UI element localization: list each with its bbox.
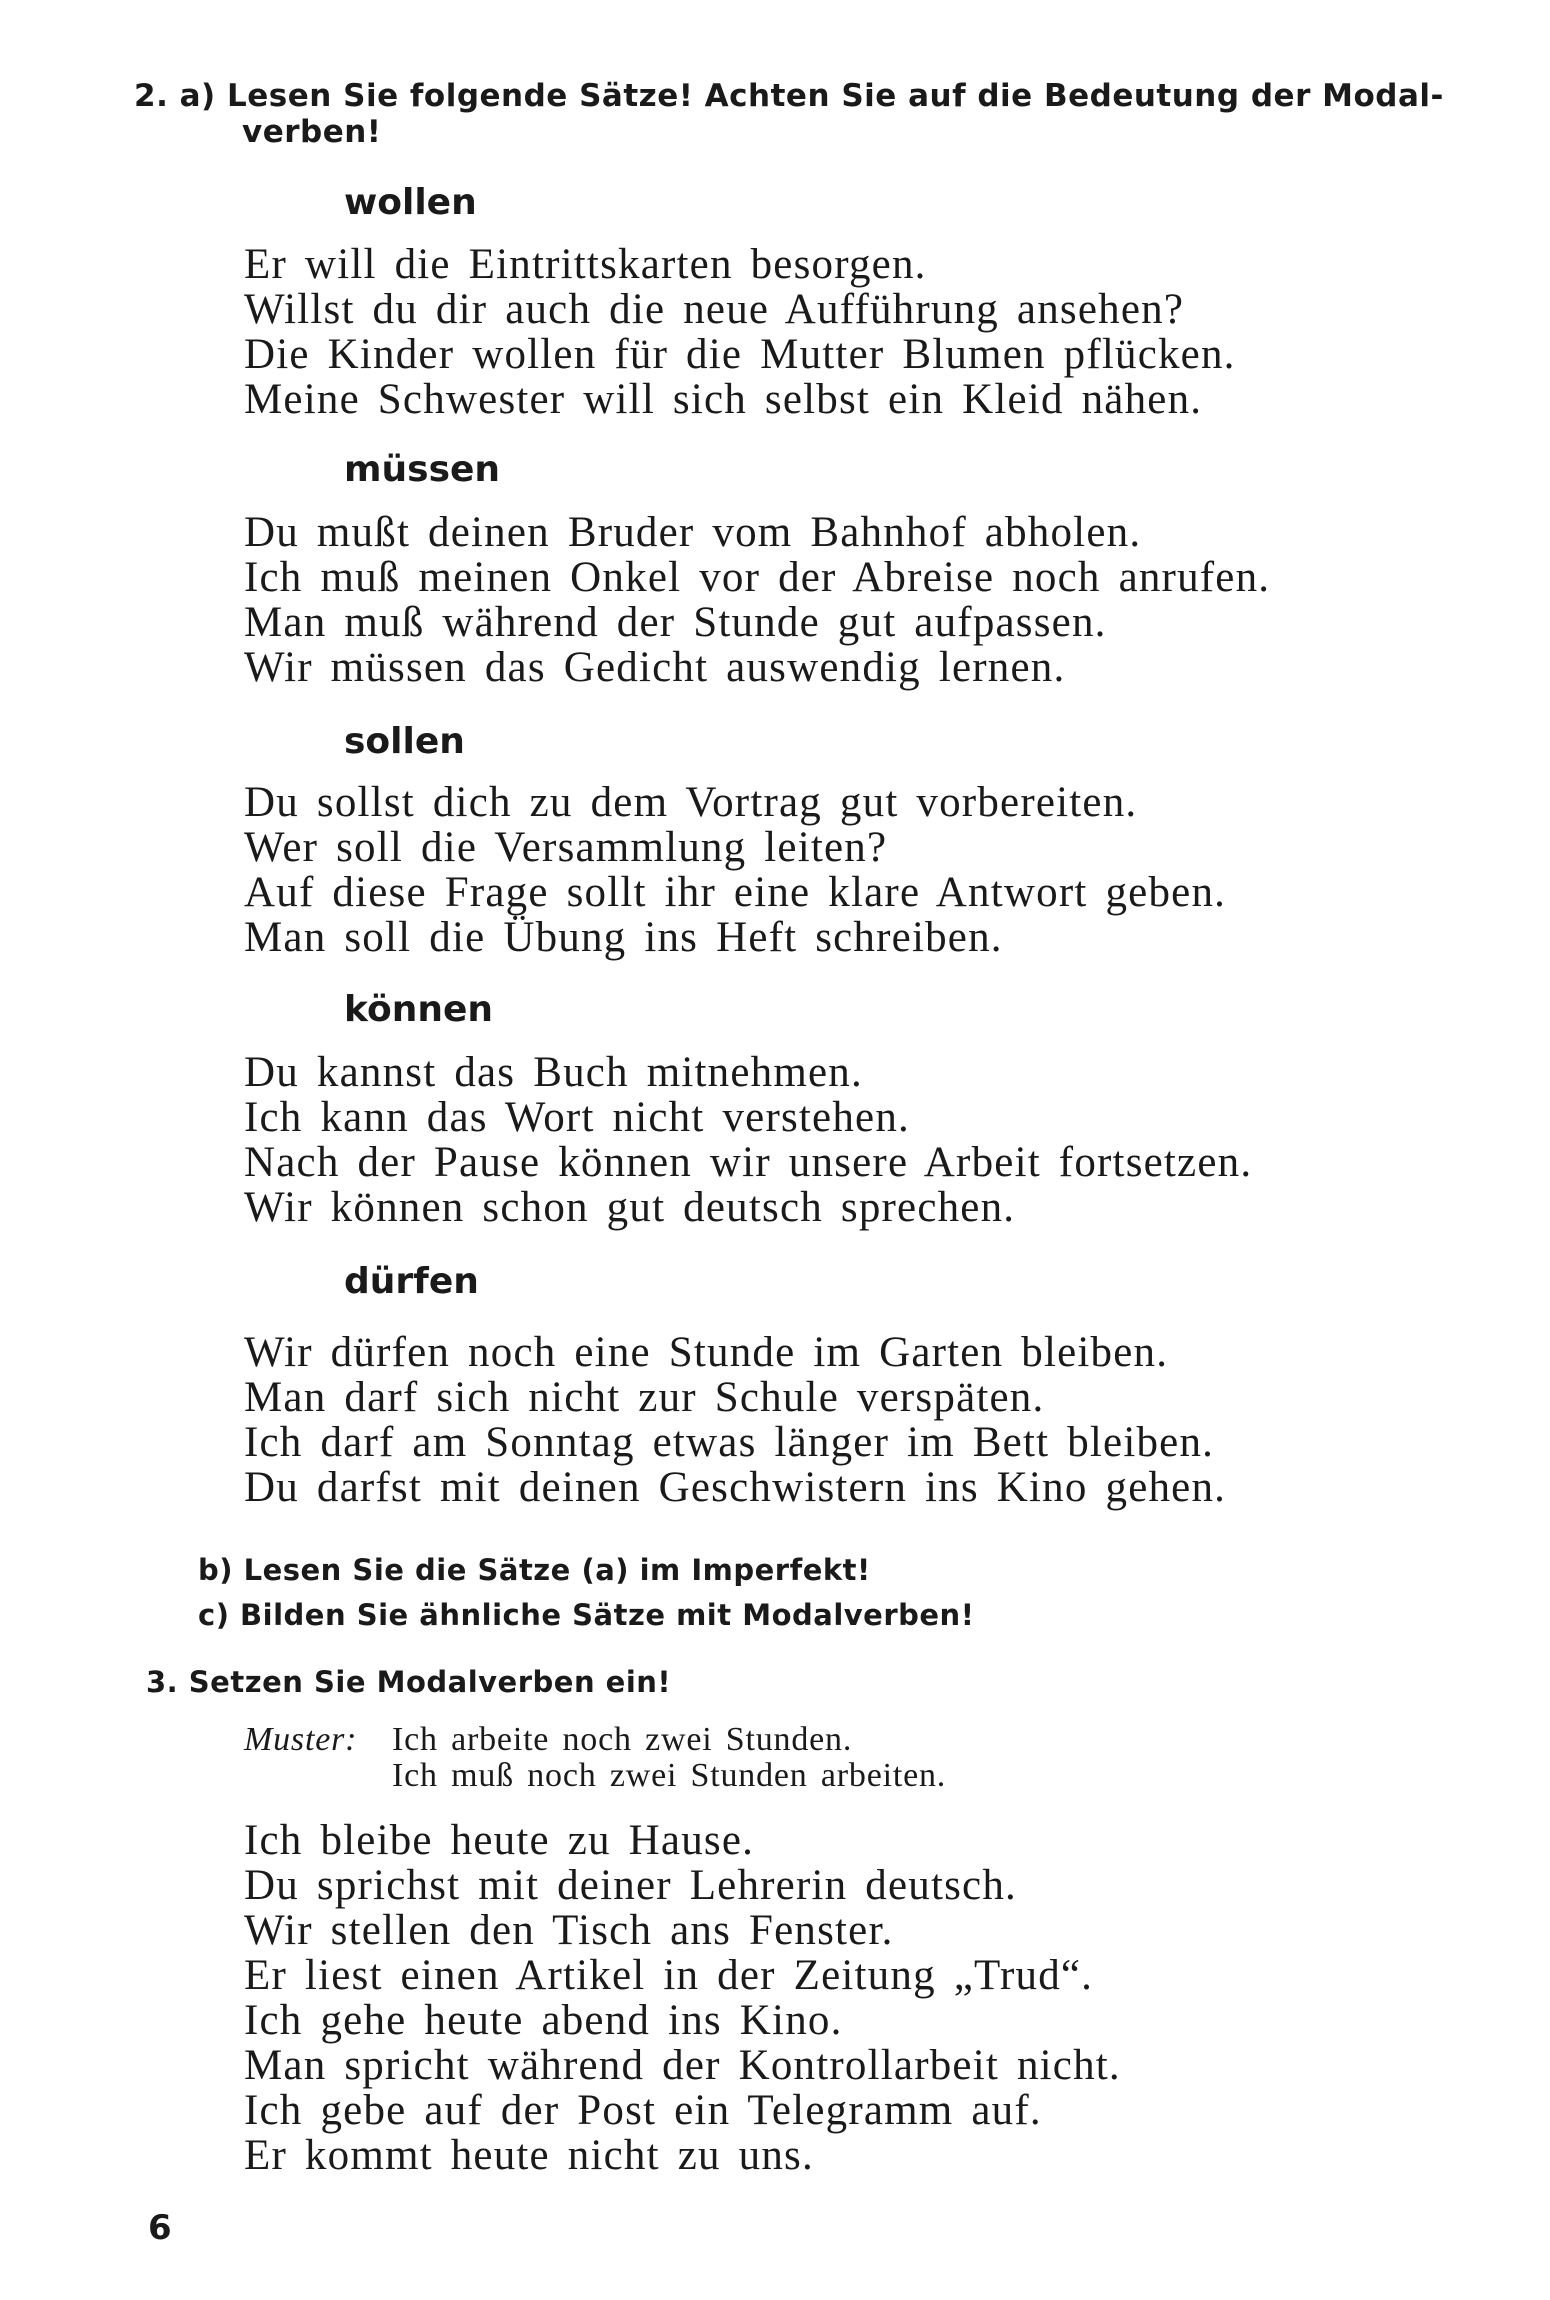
verb-heading-muessen: müssen bbox=[344, 449, 501, 490]
exercise-2b-instruction: b) Lesen Sie die Sätze (a) im Imperfekt! bbox=[198, 1553, 871, 1587]
sentence-list-exercise3 bbox=[244, 1818, 1121, 2178]
sentence-list-wollen bbox=[244, 242, 1236, 422]
muster-label: Muster: bbox=[244, 1721, 358, 1758]
muster-line2: Ich muß noch zwei Stunden arbeiten. bbox=[392, 1757, 947, 1794]
sentence: Man muß während der Stunde gut aufpassen. bbox=[244, 599, 1107, 646]
sentence: Meine Schwester will sich selbst ein Kleid nähen. bbox=[244, 376, 1203, 423]
sentence: Du kannst das Buch mitnehmen. bbox=[244, 1049, 863, 1096]
muster-line1: Ich arbeite noch zwei Stunden. bbox=[392, 1721, 853, 1758]
sentence: Ich darf am Sonntag etwas länger im Bett bleiben. bbox=[244, 1419, 1215, 1466]
sentence: Wir müssen das Gedicht auswendig lernen. bbox=[244, 644, 1066, 691]
sentence: Wir stellen den Tisch ans Fenster. bbox=[244, 1907, 894, 1954]
sentence-list-muessen bbox=[244, 510, 1270, 690]
exercise-3-instruction: 3. Setzen Sie Modalverben ein! bbox=[146, 1665, 672, 1699]
sentence-list-koennen bbox=[244, 1050, 1252, 1230]
sentence-list-duerfen bbox=[244, 1330, 1226, 1510]
sentence: Man darf sich nicht zur Schule verspäten. bbox=[244, 1374, 1045, 1421]
sentence: Nach der Pause können wir unsere Arbeit fortsetzen. bbox=[244, 1139, 1253, 1186]
exercise-2a-instruction-line1: 2. a) Lesen Sie folgende Sätze! Achten Sie auf die Bedeutung der Modal- bbox=[134, 78, 1444, 114]
page-number: 6 bbox=[148, 2208, 172, 2248]
sentence: Er kommt heute nicht zu uns. bbox=[244, 2132, 814, 2179]
sentence: Wir können schon gut deutsch sprechen. bbox=[244, 1184, 1016, 1231]
sentence-list-sollen bbox=[244, 780, 1226, 960]
sentence: Du sprichst mit deiner Lehrerin deutsch. bbox=[244, 1862, 1017, 1909]
sentence: Willst du dir auch die neue Aufführung ansehen? bbox=[244, 286, 1185, 333]
verb-heading-sollen: sollen bbox=[344, 721, 465, 762]
sentence: Auf diese Frage sollt ihr eine klare Antwort geben. bbox=[244, 869, 1227, 916]
exercise-2c-instruction: c) Bilden Sie ähnliche Sätze mit Modalverben! bbox=[198, 1598, 975, 1632]
sentence: Man spricht während der Kontrollarbeit nicht. bbox=[244, 2042, 1121, 2089]
sentence: Ich gehe heute abend ins Kino. bbox=[244, 1997, 843, 2044]
verb-heading-koennen: können bbox=[344, 989, 494, 1030]
sentence: Ich gebe auf der Post ein Telegramm auf. bbox=[244, 2087, 1042, 2134]
exercise-2a-instruction-line2: verben! bbox=[242, 114, 382, 150]
verb-heading-duerfen: dürfen bbox=[344, 1261, 479, 1302]
sentence: Die Kinder wollen für die Mutter Blumen pflücken. bbox=[244, 331, 1236, 378]
sentence: Wir dürfen noch eine Stunde im Garten bleiben. bbox=[244, 1329, 1169, 1376]
sentence: Ich bleibe heute zu Hause. bbox=[244, 1817, 755, 1864]
sentence: Du mußt deinen Bruder vom Bahnhof abholen. bbox=[244, 509, 1142, 556]
sentence: Man soll die Übung ins Heft schreiben. bbox=[244, 914, 1003, 961]
verb-heading-wollen: wollen bbox=[344, 182, 477, 223]
sentence: Du darfst mit deinen Geschwistern ins Kino gehen. bbox=[244, 1464, 1227, 1511]
sentence: Er will die Eintrittskarten besorgen. bbox=[244, 241, 927, 288]
exercise-2a-instruction bbox=[134, 78, 1474, 150]
sentence: Ich muß meinen Onkel vor der Abreise noch anrufen. bbox=[244, 554, 1271, 601]
muster-example bbox=[244, 1722, 946, 1794]
sentence: Er liest einen Artikel in der Zeitung „Trud“. bbox=[244, 1952, 1094, 1999]
sentence: Ich kann das Wort nicht verstehen. bbox=[244, 1094, 910, 1141]
sentence: Wer soll die Versammlung leiten? bbox=[244, 824, 888, 871]
sentence: Du sollst dich zu dem Vortrag gut vorbereiten. bbox=[244, 779, 1138, 826]
